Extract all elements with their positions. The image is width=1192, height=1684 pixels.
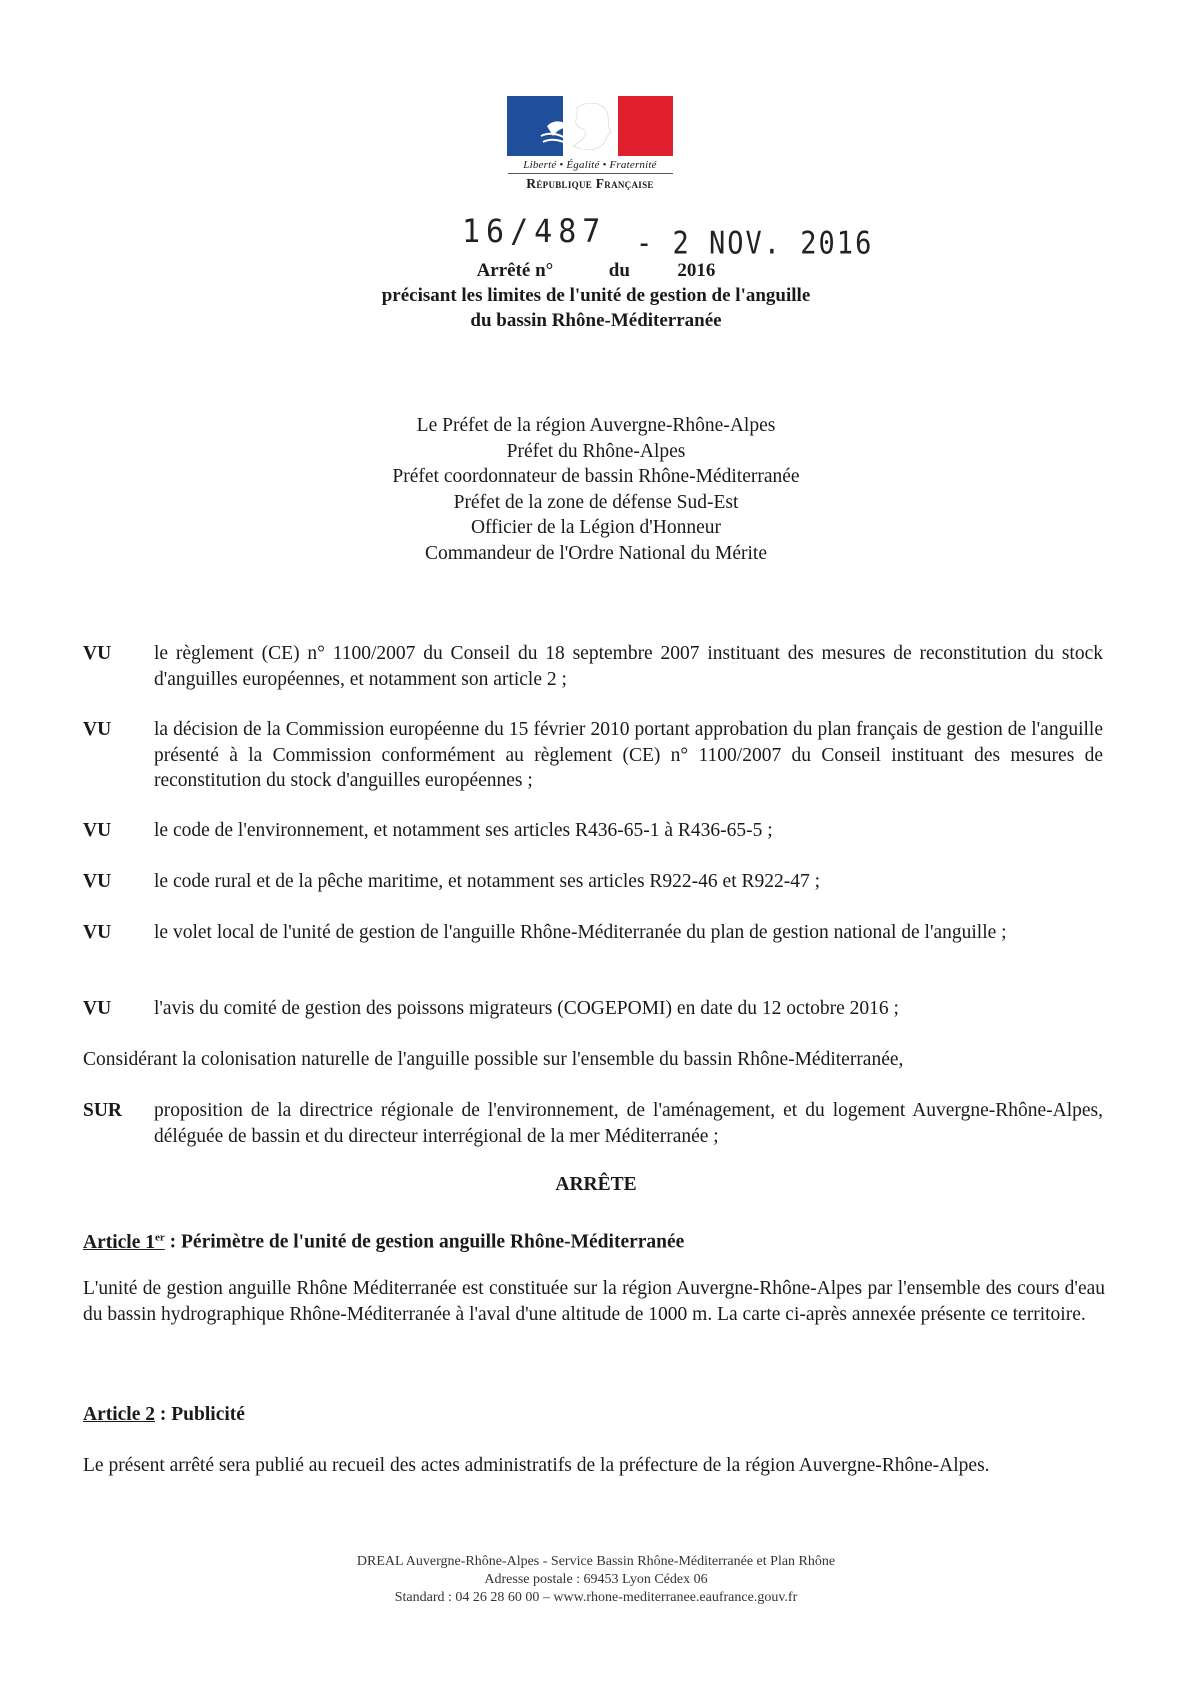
article-1-label: Article 1 <box>83 1231 156 1253</box>
sur-text: proposition de la directrice régionale de l'environnement, de l'aménagement, et du logement Auvergne-Rhône-Alpes, déléguée de bassin et du directeur interrégional de la mer Méditerranée ; <box>154 1100 1103 1147</box>
vu-label: VU <box>83 719 112 740</box>
article-2-title: : Publicité <box>155 1404 245 1425</box>
vu-text: le règlement (CE) n° 1100/2007 du Conseil du 18 septembre 2007 instituant des mesures de reconstitution du stock d'anguilles européennes, et notamment son article 2 ; <box>154 643 1103 690</box>
arrete-label: Arrêté n° <box>476 260 554 281</box>
arrete-number-stamp: 16/487 <box>462 212 607 251</box>
prefet-titles <box>0 413 1192 566</box>
article-2-label: Article 2 <box>83 1404 156 1425</box>
republique-francaise-logo <box>505 96 675 192</box>
vu-label: VU <box>83 871 112 892</box>
sur-label: SUR <box>83 1100 123 1121</box>
arrete-date-stamp: - 2 NOV. 2016 <box>636 225 874 262</box>
vu-item <box>83 641 1103 692</box>
article-1-title: : Périmètre de l'unité de gestion anguille Rhône-Méditerranée <box>164 1231 685 1253</box>
vu-label: VU <box>83 922 112 943</box>
considerant-text: Considérant la colonisation naturelle de l'anguille possible sur l'ensemble du bassin Rhône-Méditerranée, <box>83 1049 904 1070</box>
article-1-sup: er <box>155 1231 165 1243</box>
footer-line: Standard : 04 26 28 60 00 – www.rhone-mediterranee.eaufrance.gouv.fr <box>394 1590 798 1605</box>
logo-motto: Liberté • Égalité • Fraternité <box>523 159 657 171</box>
prefet-line: Préfet de la zone de défense Sud-Est <box>453 491 739 513</box>
vu-label: VU <box>83 643 112 664</box>
du-label: du <box>608 260 630 281</box>
vu-item <box>83 818 1103 844</box>
article-2-heading <box>83 1402 1105 1428</box>
year-label: 2016 <box>677 260 716 281</box>
title-subject-line1: précisant les limites de l'unité de gestion de l'anguille <box>381 285 811 306</box>
prefet-line: Préfet coordonnateur de bassin Rhône-Méditerranée <box>392 466 800 487</box>
marianne-flag-icon <box>507 96 673 156</box>
footer-line: Adresse postale : 69453 Lyon Cédex 06 <box>484 1572 708 1587</box>
footer-line: DREAL Auvergne-Rhône-Alpes - Service Bassin Rhône-Méditerranée et Plan Rhône <box>356 1554 836 1569</box>
arrete-heading: ARRÊTE <box>555 1174 637 1195</box>
vu-text: le code de l'environnement, et notamment ses articles R436-65-1 à R436-65-5 ; <box>154 820 773 841</box>
vu-text: le volet local de l'unité de gestion de l'anguille Rhône-Méditerranée du plan de gestion national de l'anguille ; <box>154 922 1007 943</box>
logo-republique-francaise: République Française <box>526 176 654 191</box>
title-subject-line2: du bassin Rhône-Méditerranée <box>470 310 722 331</box>
title-arrete-line <box>0 260 1192 282</box>
vu-item <box>83 869 1103 895</box>
vu-text: l'avis du comité de gestion des poissons migrateurs (COGEPOMI) en date du 12 octobre 2016 ; <box>154 998 899 1019</box>
prefet-line: Commandeur de l'Ordre National du Mérite <box>425 542 767 564</box>
vu-item <box>83 996 1103 1022</box>
vu-item <box>83 920 1103 946</box>
prefet-line: Préfet du Rhône-Alpes <box>506 440 686 462</box>
vu-text: le code rural et de la pêche maritime, et notamment ses articles R922-46 et R922-47 ; <box>154 871 821 892</box>
vu-item <box>83 717 1103 794</box>
prefet-line: Officier de la Légion d'Honneur <box>470 517 722 538</box>
page-footer <box>0 1553 1192 1607</box>
prefet-line: Le Préfet de la région Auvergne-Rhône-Alpes <box>416 415 776 436</box>
sur-item <box>83 1098 1103 1149</box>
article-2-body: Le présent arrêté sera publié au recueil des actes administratifs de la préfecture de la région Auvergne-Rhône-Alpes. <box>83 1455 990 1476</box>
article-1-body: L'unité de gestion anguille Rhône Méditerranée est constituée sur la région Auvergne-Rhône-Alpes par l'ensemble des cours d'eau du bassin hydrographique Rhône-Méditerranée à l'aval d'une altitude de 1000 m. La carte ci-après annexée présente ce territoire. <box>83 1278 1105 1325</box>
vu-label: VU <box>83 998 112 1019</box>
vu-text: la décision de la Commission européenne du 15 février 2010 portant approbation du plan français de gestion de l'anguille présenté à la Commission conformément au règlement (CE) n° 1100/2007 du Conseil instituant des mesures de reconstitution du stock d'anguilles européennes ; <box>154 719 1103 791</box>
logo-divider <box>508 173 673 174</box>
vu-label: VU <box>83 820 112 841</box>
article-1-heading <box>83 1225 1105 1255</box>
